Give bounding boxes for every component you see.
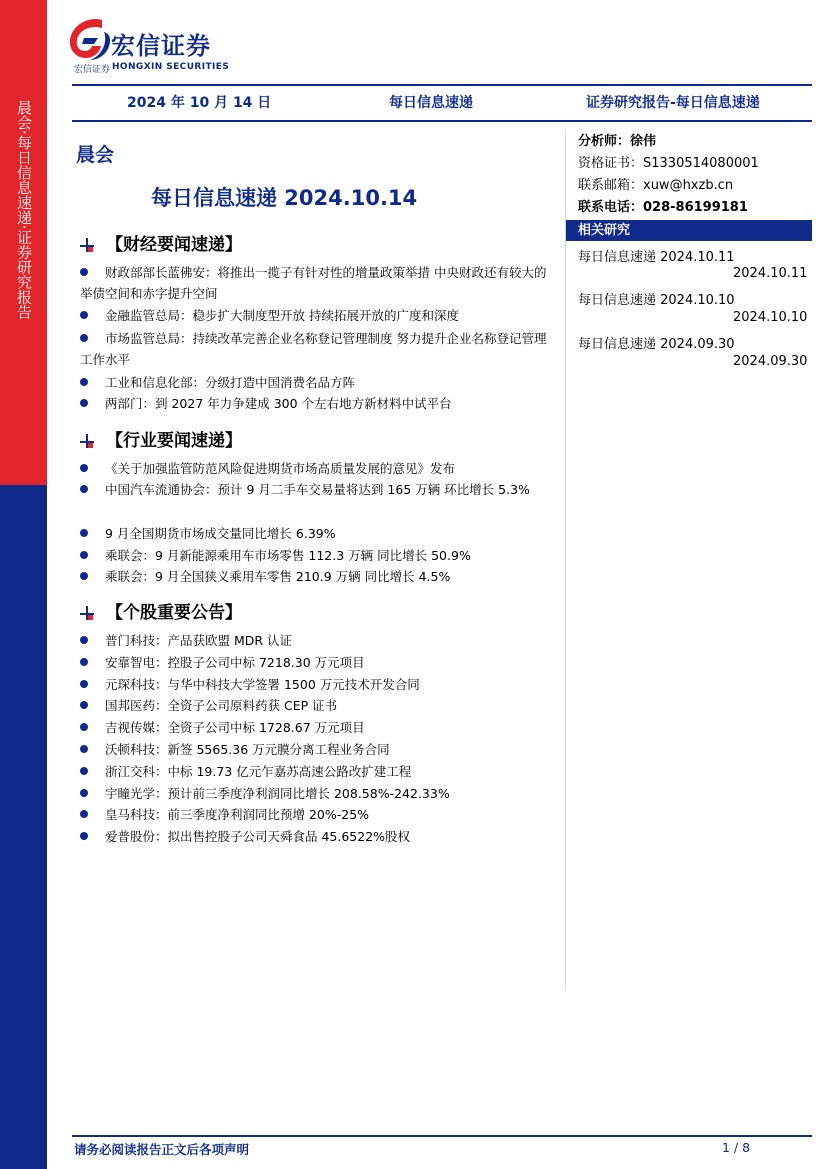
- bullet-icon: [80, 378, 88, 386]
- analyst-phone: 联系电话：028-86199181: [578, 200, 748, 215]
- bullet-icon: [80, 767, 88, 775]
- report-series: 每日信息速递: [389, 95, 473, 111]
- list-item: 沃顿科技：新签 5565.36 万元膜分离工程业务合同: [80, 739, 550, 760]
- list-item: 金融监管总局：稳步扩大制度型开放 持续拓展开放的广度和深度: [80, 305, 550, 326]
- report-date: 2024 年 10 月 14 日: [127, 95, 272, 111]
- bullet-icon: [80, 723, 88, 731]
- bullet-icon: [80, 551, 88, 559]
- section-tag: 晨会: [76, 144, 115, 166]
- page-title: 每日信息速递 2024.10.14: [151, 186, 418, 210]
- logo-subname-en: HONGXIN SECURITIES: [112, 62, 230, 72]
- logo-name: 宏信证券: [111, 32, 211, 60]
- report-category: 证券研究报告-每日信息速递: [586, 95, 760, 111]
- list-item: 浙江交科：中标 19.73 亿元乍嘉苏高速公路改扩建工程: [80, 761, 550, 782]
- page-number: 1 / 8: [722, 1140, 751, 1155]
- section-marker-icon: [80, 606, 94, 620]
- related-item-date: 2024.09.30: [733, 354, 808, 369]
- sidebar-vertical-text: 晨会·每日信息速递·证券研究报告: [15, 100, 33, 320]
- sidebar-band-bottom: [0, 485, 47, 1169]
- list-item: 安靠智电：控股子公司中标 7218.30 万元项目: [80, 652, 550, 673]
- bullet-icon: [80, 745, 88, 753]
- bullet-icon: [80, 810, 88, 818]
- column-divider: [565, 130, 566, 990]
- related-research-heading: 相关研究: [566, 220, 812, 241]
- list-item: 吉视传媒：全资子公司中标 1728.67 万元项目: [80, 717, 550, 738]
- analyst-cert: 资格证书：S1330514080001: [578, 156, 759, 171]
- bullet-icon: [80, 658, 88, 666]
- footer-rule: [72, 1135, 812, 1137]
- bullet-icon: [80, 311, 88, 319]
- list-item: 财政部部长蓝佛安：将推出一揽子有针对性的增量政策举措 中央财政还有较大的举债空间和赤字提升空间: [80, 265, 547, 301]
- related-item-title[interactable]: 每日信息速递 2024.09.30: [578, 337, 735, 352]
- list-item: 市场监管总局：持续改革完善企业名称登记管理制度 努力提升企业名称登记管理工作水平: [80, 331, 547, 367]
- bullet-icon: [80, 529, 88, 537]
- related-item-title[interactable]: 每日信息速递 2024.10.11: [578, 250, 735, 265]
- bullet-icon: [80, 572, 88, 580]
- list-item: 乘联会：9 月全国狭义乘用车零售 210.9 万辆 同比增长 4.5%: [80, 566, 550, 587]
- analyst-email[interactable]: 联系邮箱：xuw@hxzb.cn: [578, 178, 734, 193]
- analyst-name: 分析师：徐伟: [578, 134, 657, 149]
- list-item: 工业和信息化部：分级打造中国消费名品方阵: [80, 372, 550, 393]
- bullet-icon: [80, 789, 88, 797]
- section-heading-finance: 【财经要闻速递】: [80, 230, 242, 255]
- related-item-date: 2024.10.10: [733, 310, 808, 325]
- section-heading-industry: 【行业要闻速递】: [80, 426, 242, 451]
- logo-subname-cn: 宏信证券: [74, 65, 111, 75]
- bullet-icon: [80, 832, 88, 840]
- bullet-icon: [80, 680, 88, 688]
- list-item: 乘联会：9 月新能源乘用车市场零售 112.3 万辆 同比增长 50.9%: [80, 545, 550, 566]
- bullet-icon: [80, 701, 88, 709]
- section-marker-icon: [80, 238, 94, 252]
- bullet-icon: [80, 464, 88, 472]
- list-item: 中国汽车流通协会：预计 9 月二手车交易量将达到 165 万辆 环比增长 5.3%: [80, 479, 550, 500]
- list-item: 普门科技：产品获欧盟 MDR 认证: [80, 630, 550, 651]
- footer-disclaimer: 请务必阅读报告正文后各项声明: [74, 1142, 250, 1157]
- list-item: 《关于加强监管防范风险促进期货市场高质量发展的意见》发布: [80, 458, 550, 479]
- list-item: 9 月全国期货市场成交量同比增长 6.39%: [80, 523, 550, 544]
- logo-mark-icon: [64, 16, 112, 62]
- related-item-date: 2024.10.11: [733, 266, 808, 281]
- bullet-icon: [80, 268, 88, 276]
- section-marker-icon: [80, 434, 94, 448]
- bullet-icon: [80, 399, 88, 407]
- list-item: 皇马科技：前三季度净利润同比预增 20%-25%: [80, 804, 550, 825]
- list-item: 爱普股份：拟出售控股子公司天舜食品 45.6522%股权: [80, 826, 550, 847]
- bullet-icon: [80, 485, 88, 493]
- list-item: 两部门：到 2027 年力争建成 300 个左右地方新材料中试平台: [80, 393, 550, 414]
- bullet-icon: [80, 636, 88, 644]
- bullet-icon: [80, 334, 88, 342]
- section-heading-stocks: 【个股重要公告】: [80, 598, 242, 623]
- list-item: 国邦医药：全资子公司原料药获 CEP 证书: [80, 695, 550, 716]
- list-item: 元琛科技：与华中科技大学签署 1500 万元技术开发合同: [80, 674, 550, 695]
- list-item: 宇瞳光学：预计前三季度净利润同比增长 208.58%-242.33%: [80, 783, 550, 804]
- related-item-title[interactable]: 每日信息速递 2024.10.10: [578, 293, 735, 308]
